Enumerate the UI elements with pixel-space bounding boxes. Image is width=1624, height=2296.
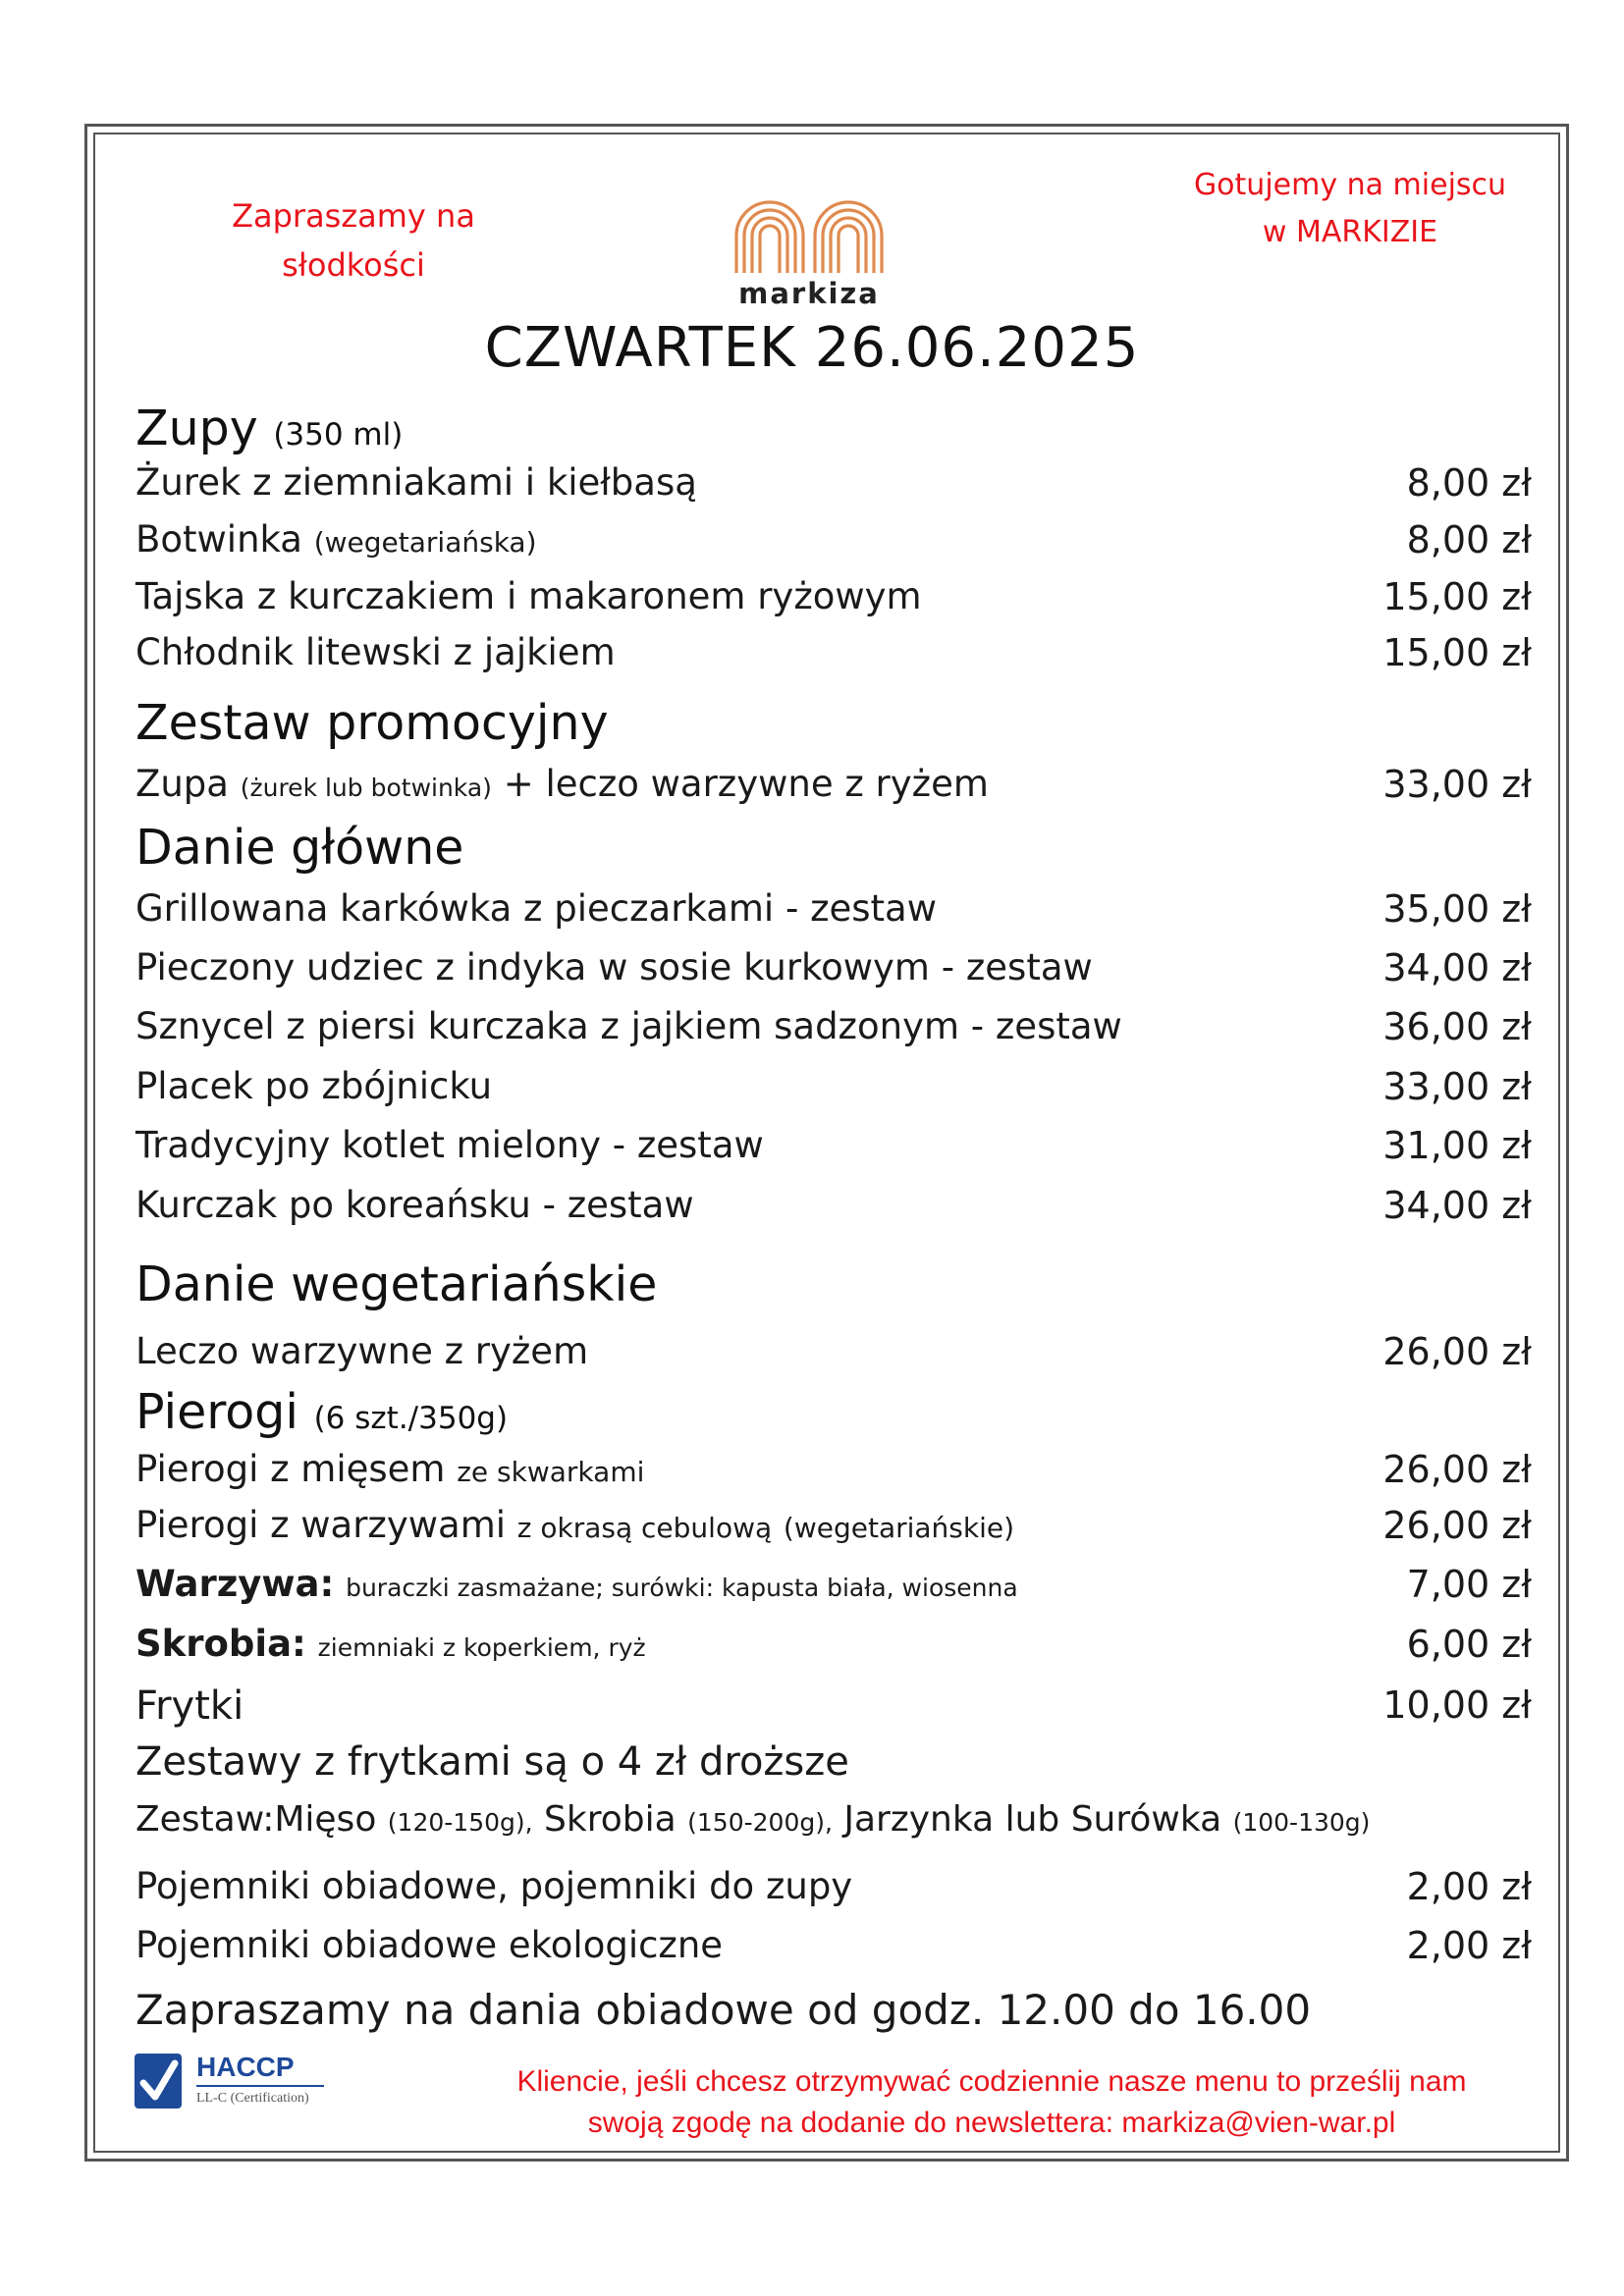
newsletter-line2: swoją zgodę na dodanie do newslettera: markiza@vien-war.pl xyxy=(587,2107,1396,2139)
item-name: Botwinka (wegetariańska) xyxy=(135,518,537,561)
cooking-onsite-note xyxy=(1164,162,1537,256)
lunch-hours-note: Zapraszamy na dania obiadowe od godz. 12.00 do 16.00 xyxy=(135,1986,1312,2034)
item-price: 8,00 zł xyxy=(1406,518,1532,561)
item-price: 26,00 zł xyxy=(1382,1504,1532,1547)
item-name: Kurczak po koreańsku - zestaw xyxy=(135,1184,694,1226)
item-price: 2,00 zł xyxy=(1406,1865,1532,1908)
item-price: 15,00 zł xyxy=(1382,575,1532,618)
item-name: Leczo warzywne z ryżem xyxy=(135,1330,589,1372)
starch-label: Skrobia: xyxy=(135,1623,306,1665)
menu-row xyxy=(135,1330,1532,1385)
menu-row xyxy=(135,1683,1532,1738)
item-name: Chłodnik litewski z jajkiem xyxy=(135,631,616,673)
item-price: 33,00 zł xyxy=(1382,1065,1532,1108)
item-note-veg: (wegetariańskie) xyxy=(783,1512,1015,1544)
haccp-check-icon xyxy=(134,2050,185,2112)
logo-wordmark: markiza xyxy=(738,277,880,310)
item-name: Tradycyjny kotlet mielony - zestaw xyxy=(135,1124,764,1166)
soups-volume-note: (350 ml) xyxy=(273,417,404,453)
sweets-note-line2: słodkości xyxy=(282,246,425,284)
section-vegetarian-title: Danie wegetariańskie xyxy=(135,1256,658,1312)
item-price: 35,00 zł xyxy=(1382,887,1532,931)
menu-row xyxy=(135,1504,1532,1559)
menu-row xyxy=(135,1623,1532,1678)
menu-row xyxy=(135,1124,1532,1179)
pierogi-title: Pierogi xyxy=(135,1384,298,1440)
item-price: 31,00 zł xyxy=(1382,1124,1532,1167)
section-promo-title: Zestaw promocyjny xyxy=(135,695,609,751)
item-name: Grillowana karkówka z pieczarkami - zestaw xyxy=(135,887,937,930)
fries-sets-note-row xyxy=(135,1739,1532,1794)
menu-row xyxy=(135,946,1532,1001)
menu-row xyxy=(135,887,1532,942)
menu-row xyxy=(135,1865,1532,1920)
set-composition: Zestaw:Mięso (120-150g), Skrobia (150-200g), Jarzynka lub Surówka (100-130g) xyxy=(135,1799,1371,1840)
day-title: CZWARTEK 26.06.2025 xyxy=(484,316,1140,380)
section-soups-title xyxy=(135,400,403,456)
item-name: Pierogi z warzywami z okrasą cebulową (wegetariańskie) xyxy=(135,1504,1015,1546)
item-name: Placek po zbójnicku xyxy=(135,1065,493,1107)
menu-row xyxy=(135,1563,1532,1618)
menu-row xyxy=(135,575,1532,630)
item-price: 26,00 zł xyxy=(1382,1330,1532,1373)
pierogi-portion-note: (6 szt./350g) xyxy=(313,1401,509,1436)
item-name: Żurek z ziemniakami i kiełbasą xyxy=(135,461,697,504)
item-name: Tajska z kurczakiem i makaronem ryżowym xyxy=(135,575,922,617)
sweets-note-line1: Zapraszamy na xyxy=(232,197,475,235)
haccp-title: HACCP xyxy=(196,2052,295,2082)
newsletter-note xyxy=(432,2061,1551,2144)
menu-row xyxy=(135,1065,1532,1120)
item-name xyxy=(135,1623,646,1665)
menu-row xyxy=(135,1448,1532,1503)
haccp-badge xyxy=(134,2050,340,2118)
item-name: Pierogi z mięsem ze skwarkami xyxy=(135,1448,645,1490)
item-price: 2,00 zł xyxy=(1406,1924,1532,1967)
sweets-invitation-note xyxy=(216,191,491,290)
menu-row xyxy=(135,1005,1532,1060)
vegetables-text: buraczki zasmażane; surówki: kapusta biała, wiosenna xyxy=(346,1574,1018,1602)
cooking-note-line2: w MARKIZIE xyxy=(1262,215,1438,249)
item-name xyxy=(135,1563,1018,1605)
cooking-note-line1: Gotujemy na miejscu xyxy=(1193,168,1507,202)
item-price: 7,00 zł xyxy=(1406,1563,1532,1606)
menu-row xyxy=(135,518,1532,573)
section-pierogi-title xyxy=(135,1384,508,1440)
item-price: 34,00 zł xyxy=(1382,1184,1532,1227)
item-price: 34,00 zł xyxy=(1382,946,1532,989)
section-mains-title: Danie główne xyxy=(135,820,464,876)
item-price: 6,00 zł xyxy=(1406,1623,1532,1666)
item-note: ze skwarkami xyxy=(457,1456,645,1488)
item-price: 15,00 zł xyxy=(1382,631,1532,674)
item-price: 10,00 zł xyxy=(1382,1683,1532,1727)
soups-title: Zupy xyxy=(135,400,258,456)
menu-row xyxy=(135,763,1532,818)
set-composition-row xyxy=(135,1799,1532,1854)
item-price: 36,00 zł xyxy=(1382,1005,1532,1048)
menu-row xyxy=(135,631,1532,686)
haccp-subtitle: LL-C (Certification) xyxy=(196,2091,309,2106)
item-name: Pojemniki obiadowe, pojemniki do zupy xyxy=(135,1865,853,1907)
item-price: 8,00 zł xyxy=(1406,461,1532,505)
vegetables-label: Warzywa: xyxy=(135,1563,335,1605)
starch-text: ziemniaki z koperkiem, ryż xyxy=(317,1633,646,1662)
menu-row xyxy=(135,1924,1532,1979)
item-name: Frytki xyxy=(135,1683,244,1729)
item-name: Zupa (żurek lub botwinka) + leczo warzywne z ryżem xyxy=(135,763,989,805)
item-name: Sznycel z piersi kurczaka z jajkiem sadzonym - zestaw xyxy=(135,1005,1122,1047)
menu-row xyxy=(135,461,1532,516)
item-name: Pojemniki obiadowe ekologiczne xyxy=(135,1924,724,1966)
menu-row xyxy=(135,1184,1532,1239)
item-note: (żurek lub botwinka) xyxy=(240,774,492,802)
fries-sets-note: Zestawy z frytkami są o 4 zł droższe xyxy=(135,1739,849,1785)
item-note: z okrasą cebulową xyxy=(516,1512,773,1544)
newsletter-line1: Kliencie, jeśli chcesz otrzymywać codziennie nasze menu to prześlij nam xyxy=(516,2065,1467,2098)
item-note: (wegetariańska) xyxy=(313,526,537,559)
item-price: 33,00 zł xyxy=(1382,763,1532,806)
item-name: Pieczony udziec z indyka w sosie kurkowym - zestaw xyxy=(135,946,1093,988)
item-price: 26,00 zł xyxy=(1382,1448,1532,1491)
